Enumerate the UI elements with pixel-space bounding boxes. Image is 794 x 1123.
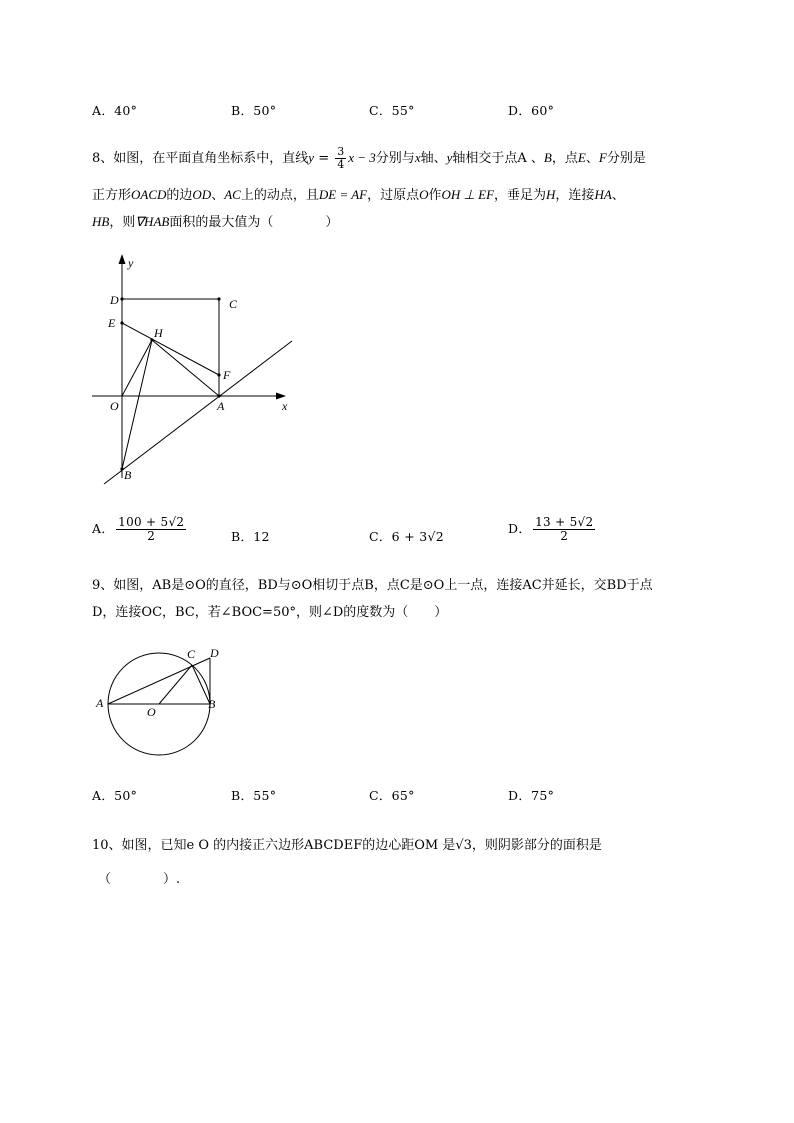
q7-choice-a: A．40° [92, 103, 138, 118]
q9-segment-oc [159, 665, 192, 704]
q9-figure [92, 640, 232, 760]
q9-choice-b: B．55° [231, 788, 277, 803]
q8-label-d: D [110, 293, 119, 307]
q9-choice-c: C．65° [369, 788, 415, 803]
q8-line-2: 正方形OACD的边OD、AC上的动点，且DE = AF，过原点O作OH ⊥ EF，垂足为H，连接HA、 [92, 187, 625, 203]
q8-point-a [217, 394, 220, 397]
q9-choice-a: A．50° [92, 788, 138, 803]
q8-label-e: E [108, 316, 116, 330]
q8-point-f [217, 373, 220, 376]
q8-choice-c: C．6 + 3√2 [369, 529, 445, 544]
q9-line-1: 9、如图，AB是⊙O的直径，BD与⊙O相切于点B，点C是⊙O上一点，连接AC并延长，交BD于点 [92, 578, 653, 593]
q9-line-2: D，连接OC，BC，若∠BOC=50°，则∠D的度数为（ ） [92, 605, 448, 620]
q8-choice-d: D． $\frac{13 + 5√2}{2}$ [508, 515, 594, 543]
q9-label-d: D [210, 646, 219, 660]
q8-choice-a: A． $\frac{100 + 5√2}{2}$ [92, 515, 185, 543]
q8-label-h: H [154, 326, 163, 340]
q8-label-b: B [124, 468, 132, 482]
q8-segment-oh [122, 340, 152, 396]
q9-choice-d: D．75° [508, 788, 555, 803]
q8-label-f: F [223, 368, 231, 382]
q9-label-b: B [208, 697, 216, 711]
q10-line-1: 10、如图，已知e O 的内接正六边形ABCDEF的边心距OM 是√3，则阴影部分的面积是 [92, 838, 602, 853]
q10-line-2: （ ）. [98, 872, 181, 887]
q8-line-1: 8、如图，在平面直角坐标系中，直线y = $\frac{3}{4}$ x − 3分别与x轴、y轴相交于点A 、B，点E、F分别是 [92, 145, 646, 171]
q9-line-acd [108, 658, 210, 704]
q8-segment-ha [152, 340, 219, 396]
q8-y-arrow [119, 254, 126, 264]
q8-figure [90, 250, 310, 490]
q8-choice-b: B．12 [231, 529, 270, 544]
q8-point-c [217, 297, 220, 300]
q7-choice-c: C．55° [369, 103, 415, 118]
q8-label-y: y [128, 256, 134, 270]
q8-segment-ef [122, 323, 219, 375]
q7-choice-b: B．50° [231, 103, 277, 118]
q8-label-c: C [229, 297, 238, 311]
q9-label-o: O [147, 705, 156, 719]
q9-label-a: A [96, 696, 104, 710]
q8-label-a: A [217, 399, 225, 413]
q8-line-3: HB，则∇HAB面积的最大值为（ ） [92, 214, 339, 230]
q8-line-ab [104, 341, 292, 484]
q8-label-x: x [282, 399, 288, 413]
q8-segment-hb [122, 340, 152, 469]
q7-choice-d: D．60° [508, 103, 555, 118]
q8-label-o: O [110, 399, 119, 413]
q9-label-c: C [187, 647, 196, 661]
q8-slope-fraction: $\frac{3}{4}$ [337, 145, 345, 171]
q8-point-d [120, 297, 123, 300]
q8-point-e [120, 321, 123, 324]
